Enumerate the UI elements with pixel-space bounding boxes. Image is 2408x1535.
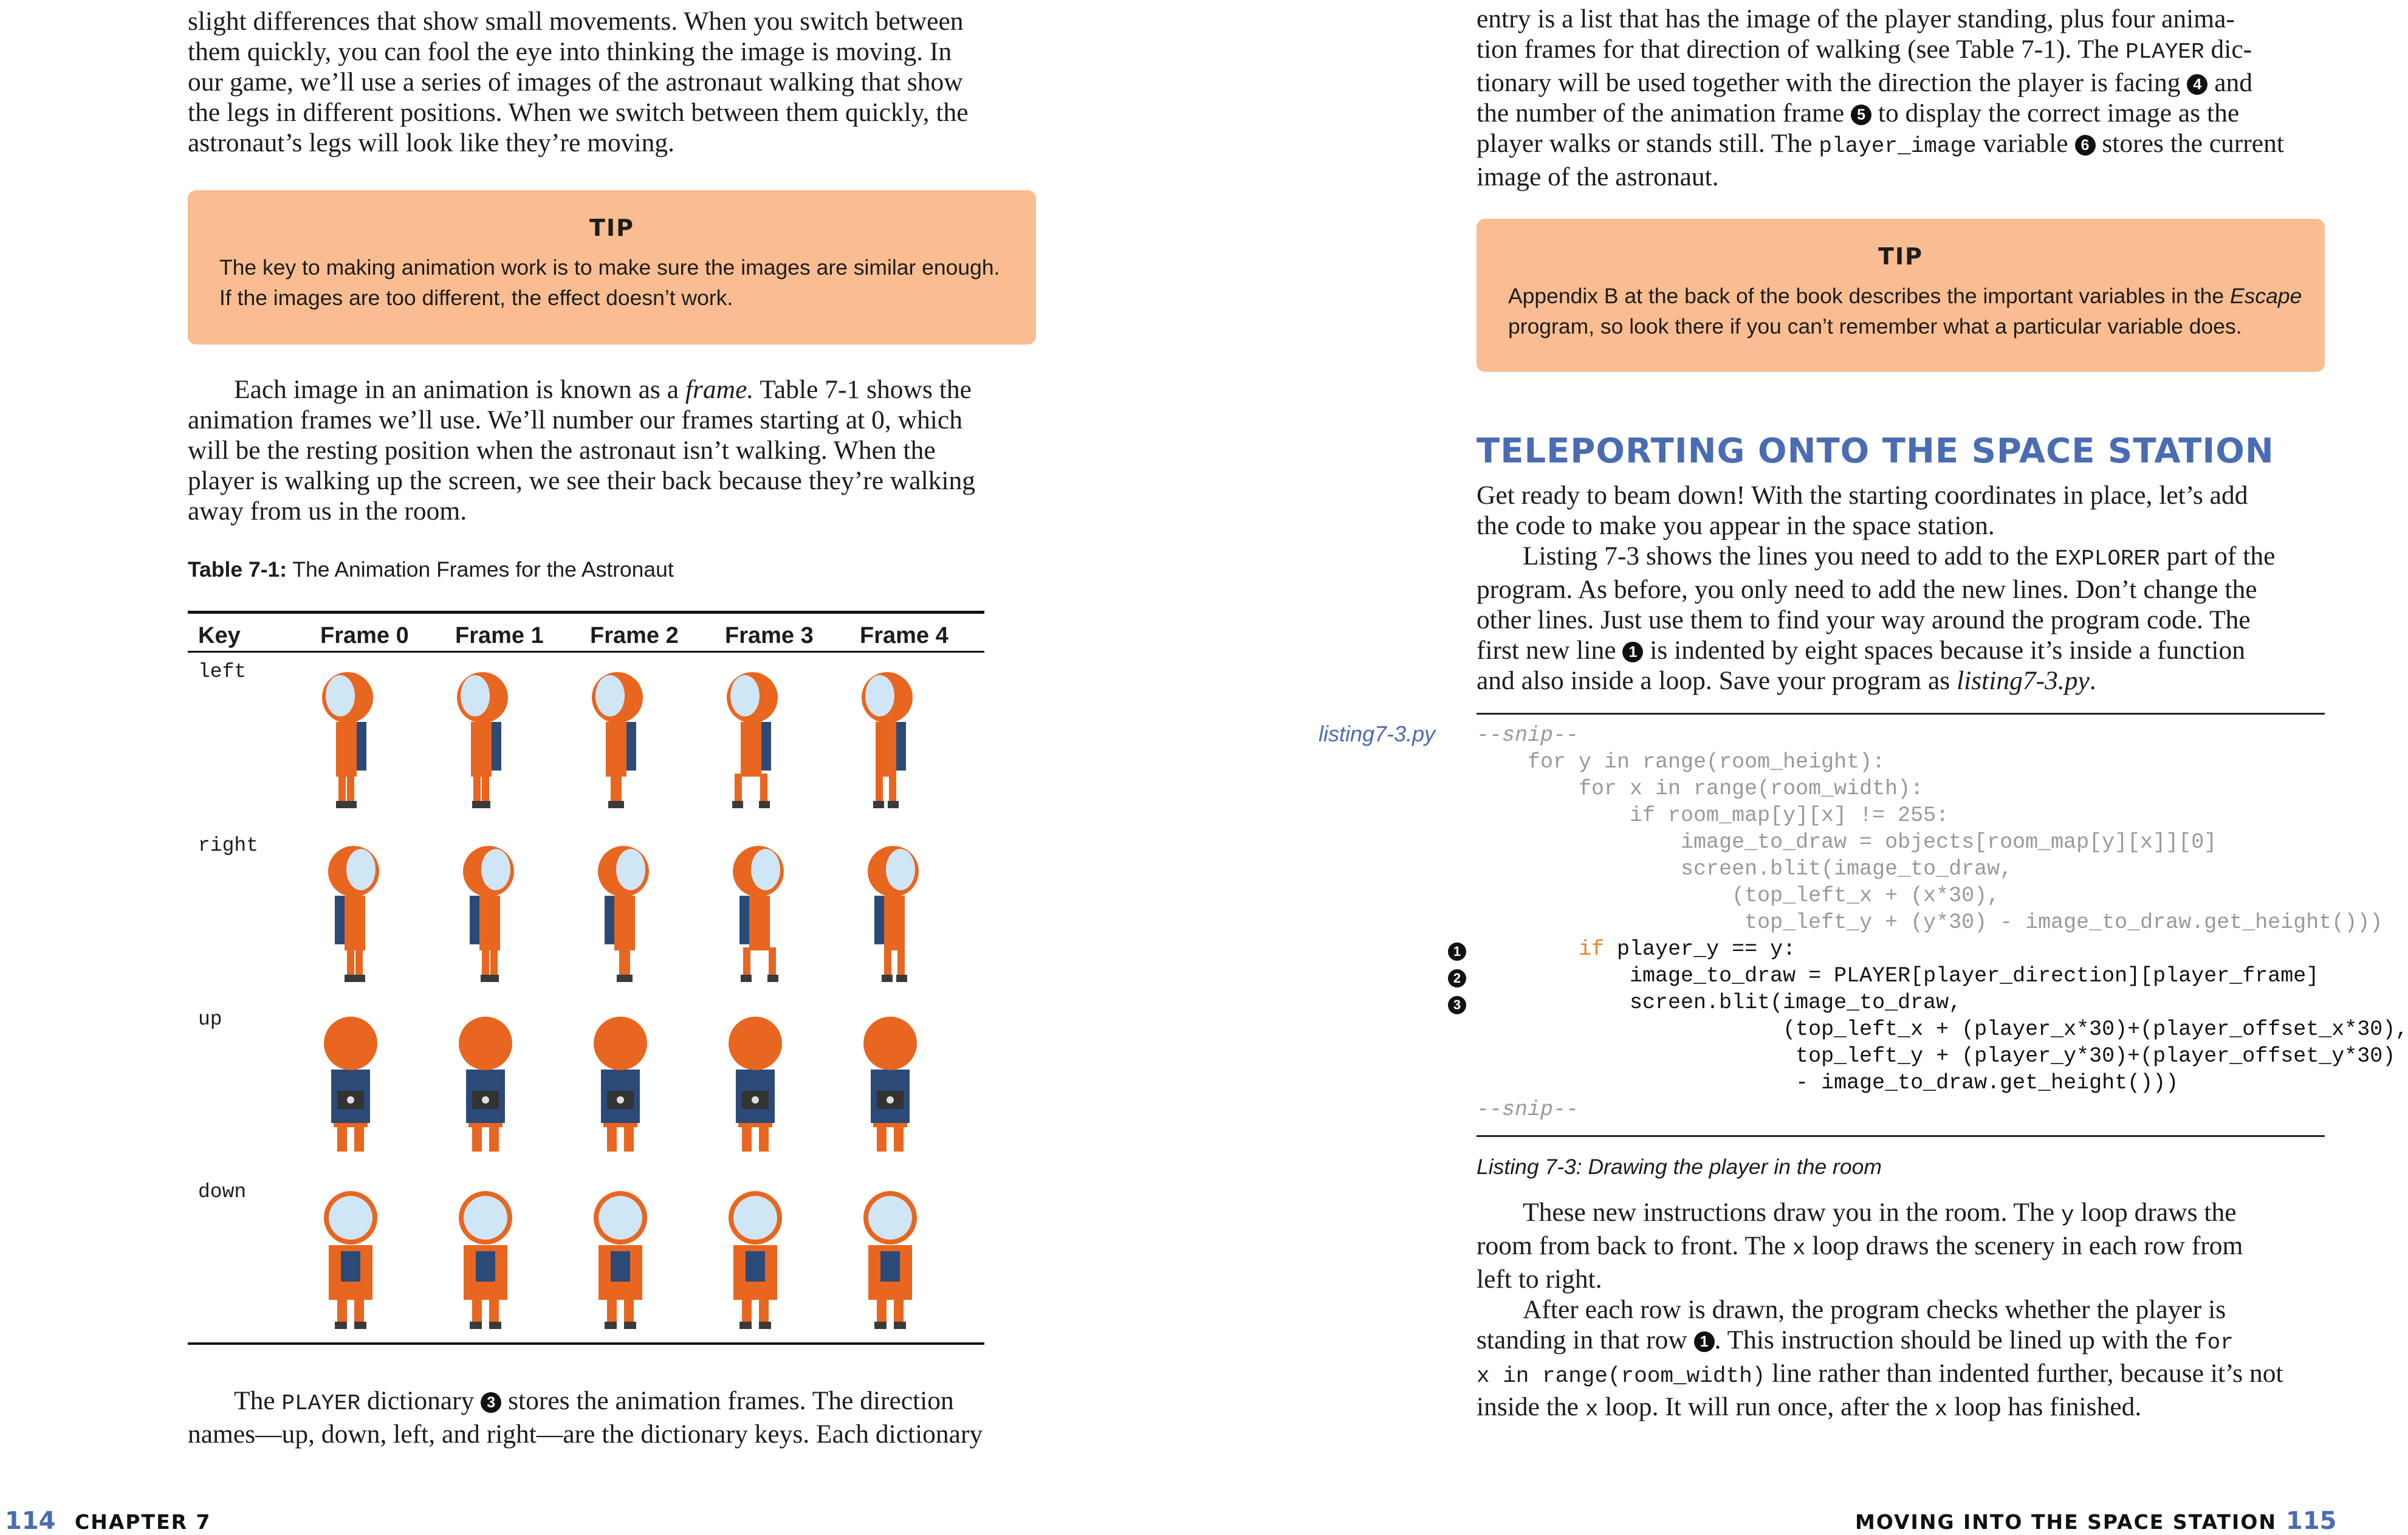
code-line: for y in range(room_height):	[1477, 750, 1885, 774]
text-line	[1477, 67, 2327, 98]
inline-code: y	[2060, 1203, 2074, 1228]
table-top-rule	[188, 611, 984, 614]
inline-code: x	[1934, 1397, 1948, 1422]
code-line: image_to_draw = objects[room_map[y][x]][0]	[1477, 830, 2217, 854]
code-marker-1: 1	[1448, 943, 1466, 961]
text-line: image of the astronaut.	[1477, 162, 1719, 191]
page-number-right: 115	[2286, 1507, 2337, 1535]
astronaut-sprite-down-frame-0	[320, 1184, 381, 1336]
code-line-new: top_left_y + (player_y*30)+(player_offset_y*30)	[1477, 1044, 2396, 1068]
inline-code: x	[1792, 1236, 1806, 1261]
frame-term: frame.	[685, 375, 754, 404]
header-frame-3: Frame 3	[725, 623, 814, 648]
text-span: room from back to front. The	[1477, 1231, 1792, 1260]
header-frame-0: Frame 0	[320, 623, 409, 648]
code-snip-top: --snip--	[1477, 723, 1579, 747]
text-line: player is walking up the screen, we see their back because they’re walking	[188, 466, 976, 495]
astronaut-sprite-right-frame-0	[320, 838, 381, 990]
tip-line	[1508, 281, 2325, 311]
astronaut-sprite-down-frame-3	[725, 1184, 786, 1336]
text-line: other lines. Just use them to find your way around the program code. The	[1477, 605, 2251, 634]
code-line: for x in range(room_width):	[1477, 777, 1924, 801]
text-span: line rather than indented further, because it’s not	[1765, 1359, 2283, 1388]
callout-marker: 4	[2187, 74, 2207, 95]
astronaut-sprite-left-frame-1	[455, 664, 516, 816]
text-line	[1477, 665, 2327, 696]
code-line: screen.blit(image_to_draw,	[1477, 857, 2013, 881]
text-line: Get ready to beam down! With the starting coordinates in place, let’s add	[1477, 481, 2248, 510]
tip-line: program, so look there if you can’t remember what a particular variable does.	[1508, 314, 2242, 338]
text-span: and also inside a loop. Save your program as	[1477, 666, 1957, 695]
text-span: Each image in an animation is known as a	[234, 375, 685, 404]
table-bottom-rule	[188, 1342, 984, 1345]
program-name: Escape	[2230, 284, 2302, 308]
text-line: After each row is drawn, the program checks whether the player is	[1523, 1295, 2226, 1324]
text-span: Table 7-1 shows the	[753, 375, 972, 404]
text-span: loop has finished.	[1947, 1392, 2142, 1421]
row-key-up: up	[198, 1008, 222, 1031]
header-frame-2: Frame 2	[590, 623, 679, 648]
listing-caption: Listing 7-3: Drawing the player in the room	[1477, 1155, 1882, 1179]
text-line: the code to make you appear in the space station.	[1477, 511, 1995, 540]
code-line-new: screen.blit(image_to_draw,	[1477, 991, 1962, 1015]
text-line: astronaut’s legs will look like they’re moving.	[188, 128, 674, 157]
inline-code: x	[1585, 1397, 1599, 1422]
code-snip-bottom: --snip--	[1477, 1097, 1579, 1122]
running-head-left: CHAPTER 7	[75, 1510, 211, 1534]
text-span: tion frames for that direction of walking (see Table 7-1). The	[1477, 35, 2126, 64]
astronaut-sprite-right-frame-2	[590, 838, 651, 990]
text-span: is indented by eight spaces because it’s inside a function	[1643, 636, 2245, 665]
text-span: part of the	[2159, 541, 2276, 571]
inline-code: x in range(room_width)	[1477, 1364, 1766, 1389]
code-line-new	[1477, 937, 1796, 961]
section-heading: TELEPORTING ONTO THE SPACE STATION	[1477, 431, 2274, 471]
text-span: the number of the animation frame	[1477, 98, 1851, 128]
file-name: listing7-3.py	[1957, 666, 2090, 695]
text-line	[1477, 541, 2327, 574]
row-key-down: down	[198, 1181, 247, 1203]
text-line	[1477, 1325, 2327, 1358]
tip-body	[1508, 281, 2325, 342]
code-line-new: (top_left_x + (player_x*30)+(player_offset_x*30),	[1477, 1017, 2408, 1042]
callout-marker: 1	[1622, 642, 1643, 662]
text-line	[188, 1386, 1038, 1419]
code-line-new: - image_to_draw.get_height()))	[1477, 1071, 2179, 1095]
text-span: to display the correct image as the	[1871, 98, 2240, 128]
text-span: Listing 7-3 shows the lines you need to add to the	[1523, 541, 2055, 571]
tip-box-right	[1477, 219, 2325, 372]
listing-filename-label: listing7-3.py	[1319, 721, 1436, 746]
astronaut-sprite-up-frame-3	[725, 1012, 786, 1164]
text-line	[1477, 128, 2327, 162]
text-line: program. As before, you only need to add the new lines. Don’t change the	[1477, 575, 2257, 604]
code-line-new: image_to_draw = PLAYER[player_direction][player_frame]	[1477, 964, 2319, 988]
text-line	[1477, 1197, 2327, 1231]
text-span: dic-	[2204, 35, 2252, 64]
astronaut-sprite-left-frame-4	[860, 664, 921, 816]
text-line	[1477, 635, 2327, 665]
table-caption-label: Table 7-1:	[188, 557, 287, 582]
intro-paragraph-right	[1477, 4, 2327, 192]
text-line: slight differences that show small movements. When you switch between	[188, 7, 964, 36]
inline-code: PLAYER	[2125, 39, 2204, 64]
astronaut-sprite-up-frame-1	[455, 1012, 516, 1164]
text-line: entry is a list that has the image of the player standing, plus four anima-	[1477, 4, 2235, 33]
tip-body	[219, 252, 1036, 313]
text-line: animation frames we’ll use. We’ll number our frames starting at 0, which	[188, 405, 962, 434]
astronaut-sprite-right-frame-3	[725, 838, 786, 990]
running-head-right: MOVING INTO THE SPACE STATION	[1855, 1510, 2277, 1534]
callout-marker: 1	[1694, 1331, 1715, 1352]
text-span: Appendix B at the back of the book describes the important variables in the	[1508, 284, 2230, 308]
astronaut-sprite-up-frame-2	[590, 1012, 651, 1164]
text-line: our game, we’ll use a series of images of the astronaut walking that show	[188, 67, 963, 97]
text-span: . This instruction should be lined up with the	[1714, 1325, 2195, 1355]
astronaut-sprite-down-frame-4	[860, 1184, 921, 1336]
tip-title: TIP	[589, 215, 634, 241]
astronaut-sprite-up-frame-4	[860, 1012, 921, 1164]
text-line: will be the resting position when the astronaut isn’t walking. When the	[188, 436, 936, 465]
text-line	[188, 374, 1038, 405]
tip-title: TIP	[1878, 243, 1923, 270]
page-number-left: 114	[5, 1507, 56, 1535]
text-span: .	[2089, 666, 2096, 695]
text-span: The	[234, 1386, 282, 1415]
text-span: tionary will be used together with the direction the player is facing	[1477, 68, 2187, 97]
left-page	[0, 0, 1165, 1534]
text-span: variable	[1976, 129, 2075, 158]
callout-marker: 5	[1851, 105, 1871, 125]
player-dictionary-paragraph	[188, 1386, 1038, 1449]
astronaut-sprite-down-frame-1	[455, 1184, 516, 1336]
table-header-rule	[188, 651, 984, 653]
inline-code: EXPLORER	[2054, 546, 2160, 571]
tip-line: If the images are too different, the effect doesn’t work.	[219, 286, 733, 310]
text-span: dictionary	[360, 1386, 481, 1415]
tip-box	[188, 190, 1036, 345]
text-line: the legs in different positions. When we switch between them quickly, the	[188, 98, 969, 127]
code-line: if room_map[y][x] != 255:	[1477, 803, 1949, 828]
row-key-right: right	[198, 834, 259, 857]
text-span: loop draws the	[2074, 1198, 2237, 1227]
astronaut-sprite-left-frame-3	[725, 664, 786, 816]
astronaut-sprite-right-frame-4	[860, 838, 921, 990]
callout-marker: 6	[2075, 135, 2096, 156]
callout-marker: 3	[481, 1392, 501, 1413]
text-line	[1477, 1231, 2327, 1264]
text-span: inside the	[1477, 1392, 1585, 1421]
code-line: top_left_y + (y*30) - image_to_draw.get_height()))	[1477, 910, 2383, 935]
beam-down-paragraph	[1477, 480, 2327, 696]
text-span: stores the current	[2095, 129, 2284, 158]
inline-code: PLAYER	[281, 1391, 361, 1416]
header-frame-4: Frame 4	[860, 623, 948, 648]
code-marker-3: 3	[1448, 996, 1466, 1014]
table-caption	[188, 557, 674, 582]
astronaut-sprite-right-frame-1	[455, 838, 516, 990]
code-listing	[1477, 713, 2408, 1137]
text-line: them quickly, you can fool the eye into thinking the image is moving. In	[188, 37, 952, 66]
code-span: player_y == y:	[1604, 937, 1796, 961]
text-line: away from us in the room.	[188, 496, 467, 526]
astronaut-sprite-down-frame-2	[590, 1184, 651, 1336]
row-key-left: left	[198, 661, 247, 683]
astronaut-sprite-left-frame-0	[320, 664, 381, 816]
intro-paragraph	[188, 6, 1038, 158]
text-span: standing in that row	[1477, 1325, 1694, 1355]
text-span: loop. It will run once, after the	[1598, 1392, 1935, 1421]
text-line	[1477, 1358, 2327, 1392]
text-line	[1477, 1392, 2327, 1425]
inline-code: for	[2194, 1330, 2234, 1355]
text-span: loop draws the scenery in each row from	[1805, 1231, 2243, 1260]
inline-code: player_image	[1819, 134, 1977, 159]
text-span: stores the animation frames. The direction	[501, 1386, 954, 1415]
tip-line: The key to making animation work is to make sure the images are similar enough.	[219, 255, 1000, 280]
text-span: These new instructions draw you in the room. The	[1523, 1198, 2061, 1227]
table-caption-text: The Animation Frames for the Astronaut	[287, 557, 674, 582]
text-line	[1477, 98, 2327, 128]
code-keyword: if	[1579, 937, 1605, 961]
text-line: left to right.	[1477, 1265, 1602, 1294]
text-line: names—up, down, left, and right—are the dictionary keys. Each dictionary	[188, 1420, 983, 1449]
text-span: player walks or stands still. The	[1477, 129, 1819, 158]
astronaut-sprite-left-frame-2	[590, 664, 651, 816]
text-line	[1477, 34, 2327, 67]
header-frame-1: Frame 1	[455, 623, 544, 648]
text-span: first new line	[1477, 636, 1623, 665]
code-marker-2: 2	[1448, 969, 1466, 987]
header-key: Key	[198, 623, 241, 648]
code-line: (top_left_x + (x*30),	[1477, 884, 2000, 908]
text-span: and	[2207, 68, 2253, 97]
astronaut-sprite-up-frame-0	[320, 1012, 381, 1164]
explanation-paragraph	[1477, 1197, 2327, 1425]
frame-paragraph	[188, 374, 1038, 526]
